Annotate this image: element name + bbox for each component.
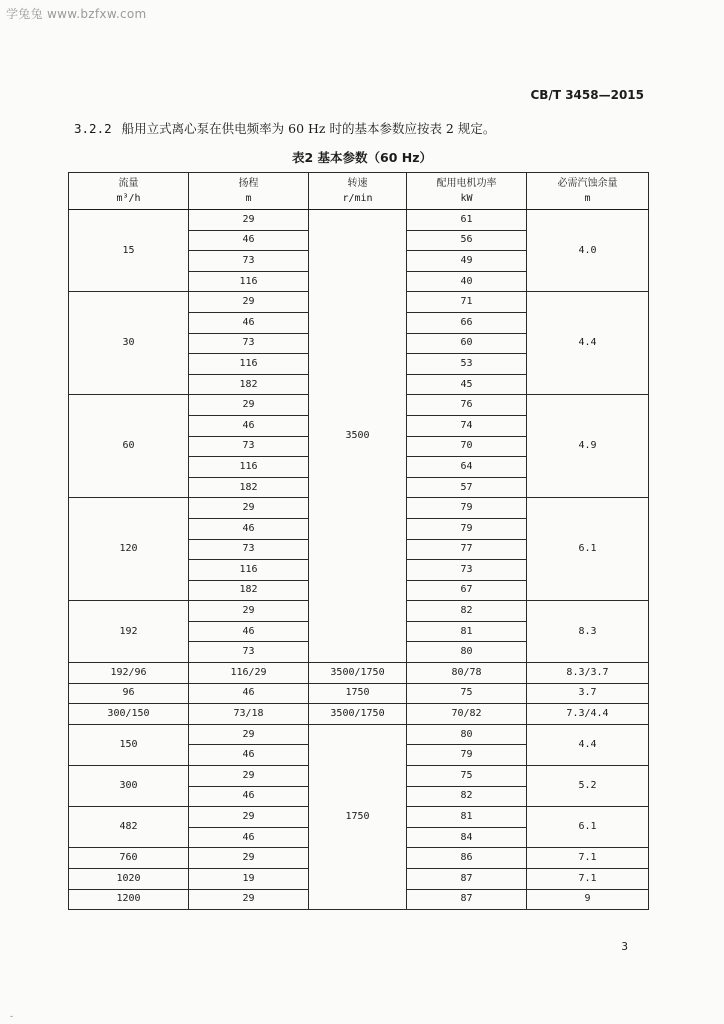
motor-power-cell: 81: [407, 621, 527, 642]
table-row: [69, 663, 649, 684]
npsh-cell: 3.7: [527, 683, 649, 704]
head-cell: 73: [189, 436, 309, 457]
motor-power-cell: 80/78: [407, 663, 527, 684]
motor-power-cell: 81: [407, 807, 527, 828]
head-cell: 46: [189, 683, 309, 704]
motor-power-cell: 66: [407, 312, 527, 333]
motor-power-cell: 57: [407, 477, 527, 498]
motor-power-cell: 77: [407, 539, 527, 560]
motor-power-cell: 70/82: [407, 704, 527, 725]
motor-power-cell: 82: [407, 601, 527, 622]
motor-power-cell: 73: [407, 560, 527, 581]
motor-power-cell: 80: [407, 642, 527, 663]
head-cell: 29: [189, 292, 309, 313]
table-title: 表2 基本参数（60 Hz）: [291, 150, 433, 165]
head-cell: 182: [189, 374, 309, 395]
npsh-cell: 4.0: [527, 210, 649, 292]
npsh-cell: 7.3/4.4: [527, 704, 649, 725]
npsh-cell: 6.1: [527, 498, 649, 601]
npsh-cell: 5.2: [527, 766, 649, 807]
head-cell: 29: [189, 766, 309, 787]
head-cell: 46: [189, 518, 309, 539]
motor-power-cell: 71: [407, 292, 527, 313]
motor-power-cell: 53: [407, 354, 527, 375]
npsh-cell: 7.1: [527, 869, 649, 890]
motor-power-cell: 80: [407, 724, 527, 745]
npsh-cell: 4.4: [527, 292, 649, 395]
speed-cell: 3500: [309, 210, 407, 663]
motor-power-cell: 75: [407, 766, 527, 787]
motor-power-cell: 64: [407, 457, 527, 478]
head-cell: 29: [189, 395, 309, 416]
header-npsh: 必需汽蚀余量 m: [527, 173, 649, 210]
head-cell: 73: [189, 251, 309, 272]
head-cell: 116/29: [189, 663, 309, 684]
flow-cell: 1020: [69, 869, 189, 890]
motor-power-cell: 79: [407, 498, 527, 519]
watermark-text: 学兔兔 www.bzfxw.com: [6, 7, 147, 21]
head-cell: 73/18: [189, 704, 309, 725]
head-cell: 29: [189, 498, 309, 519]
npsh-cell: 7.1: [527, 848, 649, 869]
table-header-row: [69, 173, 649, 210]
head-cell: 46: [189, 415, 309, 436]
motor-power-cell: 74: [407, 415, 527, 436]
corner-mark: -: [10, 1012, 14, 1022]
npsh-cell: 4.4: [527, 724, 649, 765]
motor-power-cell: 82: [407, 786, 527, 807]
document-code: CB/T 3458—2015: [530, 88, 644, 102]
motor-power-cell: 76: [407, 395, 527, 416]
flow-cell: 192/96: [69, 663, 189, 684]
speed-cell: 3500/1750: [309, 663, 407, 684]
head-cell: 46: [189, 827, 309, 848]
head-cell: 116: [189, 560, 309, 581]
motor-power-cell: 79: [407, 745, 527, 766]
motor-power-cell: 61: [407, 210, 527, 231]
motor-power-cell: 87: [407, 889, 527, 910]
speed-cell: 1750: [309, 724, 407, 909]
head-cell: 73: [189, 333, 309, 354]
clause-number: 3.2.2: [74, 121, 112, 136]
head-cell: 116: [189, 457, 309, 478]
head-cell: 73: [189, 539, 309, 560]
motor-power-cell: 56: [407, 230, 527, 251]
motor-power-cell: 87: [407, 869, 527, 890]
head-cell: 29: [189, 724, 309, 745]
motor-power-cell: 86: [407, 848, 527, 869]
parameters-table: [68, 172, 649, 910]
flow-cell: 192: [69, 601, 189, 663]
head-cell: 46: [189, 621, 309, 642]
header-motor-power: 配用电机功率 kW: [407, 173, 527, 210]
flow-cell: 15: [69, 210, 189, 292]
table-row: [69, 210, 649, 231]
flow-cell: 96: [69, 683, 189, 704]
head-cell: 116: [189, 354, 309, 375]
table-body: [69, 210, 649, 910]
flow-cell: 1200: [69, 889, 189, 910]
head-cell: 29: [189, 601, 309, 622]
head-cell: 29: [189, 848, 309, 869]
header-flow: 流量 m³/h: [69, 173, 189, 210]
motor-power-cell: 84: [407, 827, 527, 848]
flow-cell: 760: [69, 848, 189, 869]
npsh-cell: 4.9: [527, 395, 649, 498]
flow-cell: 120: [69, 498, 189, 601]
head-cell: 182: [189, 477, 309, 498]
flow-cell: 60: [69, 395, 189, 498]
head-cell: 19: [189, 869, 309, 890]
clause-paragraph: [74, 119, 495, 137]
motor-power-cell: 40: [407, 271, 527, 292]
head-cell: 29: [189, 807, 309, 828]
head-cell: 46: [189, 312, 309, 333]
header-speed: 转速 r/min: [309, 173, 407, 210]
header-head: 扬程 m: [189, 173, 309, 210]
head-cell: 46: [189, 786, 309, 807]
table-row: [69, 724, 649, 745]
table-row: [69, 683, 649, 704]
motor-power-cell: 45: [407, 374, 527, 395]
motor-power-cell: 60: [407, 333, 527, 354]
head-cell: 29: [189, 210, 309, 231]
motor-power-cell: 75: [407, 683, 527, 704]
flow-cell: 482: [69, 807, 189, 848]
motor-power-cell: 67: [407, 580, 527, 601]
clause-text: 船用立式离心泵在供电频率为 60 Hz 时的基本参数应按表 2 规定。: [121, 121, 496, 136]
motor-power-cell: 79: [407, 518, 527, 539]
page-number: 3: [621, 940, 628, 953]
speed-cell: 1750: [309, 683, 407, 704]
flow-cell: 300: [69, 766, 189, 807]
head-cell: 46: [189, 230, 309, 251]
npsh-cell: 8.3: [527, 601, 649, 663]
flow-cell: 300/150: [69, 704, 189, 725]
npsh-cell: 9: [527, 889, 649, 910]
head-cell: 182: [189, 580, 309, 601]
head-cell: 46: [189, 745, 309, 766]
head-cell: 73: [189, 642, 309, 663]
flow-cell: 150: [69, 724, 189, 765]
npsh-cell: 6.1: [527, 807, 649, 848]
head-cell: 116: [189, 271, 309, 292]
table-row: [69, 704, 649, 725]
npsh-cell: 8.3/3.7: [527, 663, 649, 684]
motor-power-cell: 70: [407, 436, 527, 457]
speed-cell: 3500/1750: [309, 704, 407, 725]
flow-cell: 30: [69, 292, 189, 395]
head-cell: 29: [189, 889, 309, 910]
motor-power-cell: 49: [407, 251, 527, 272]
